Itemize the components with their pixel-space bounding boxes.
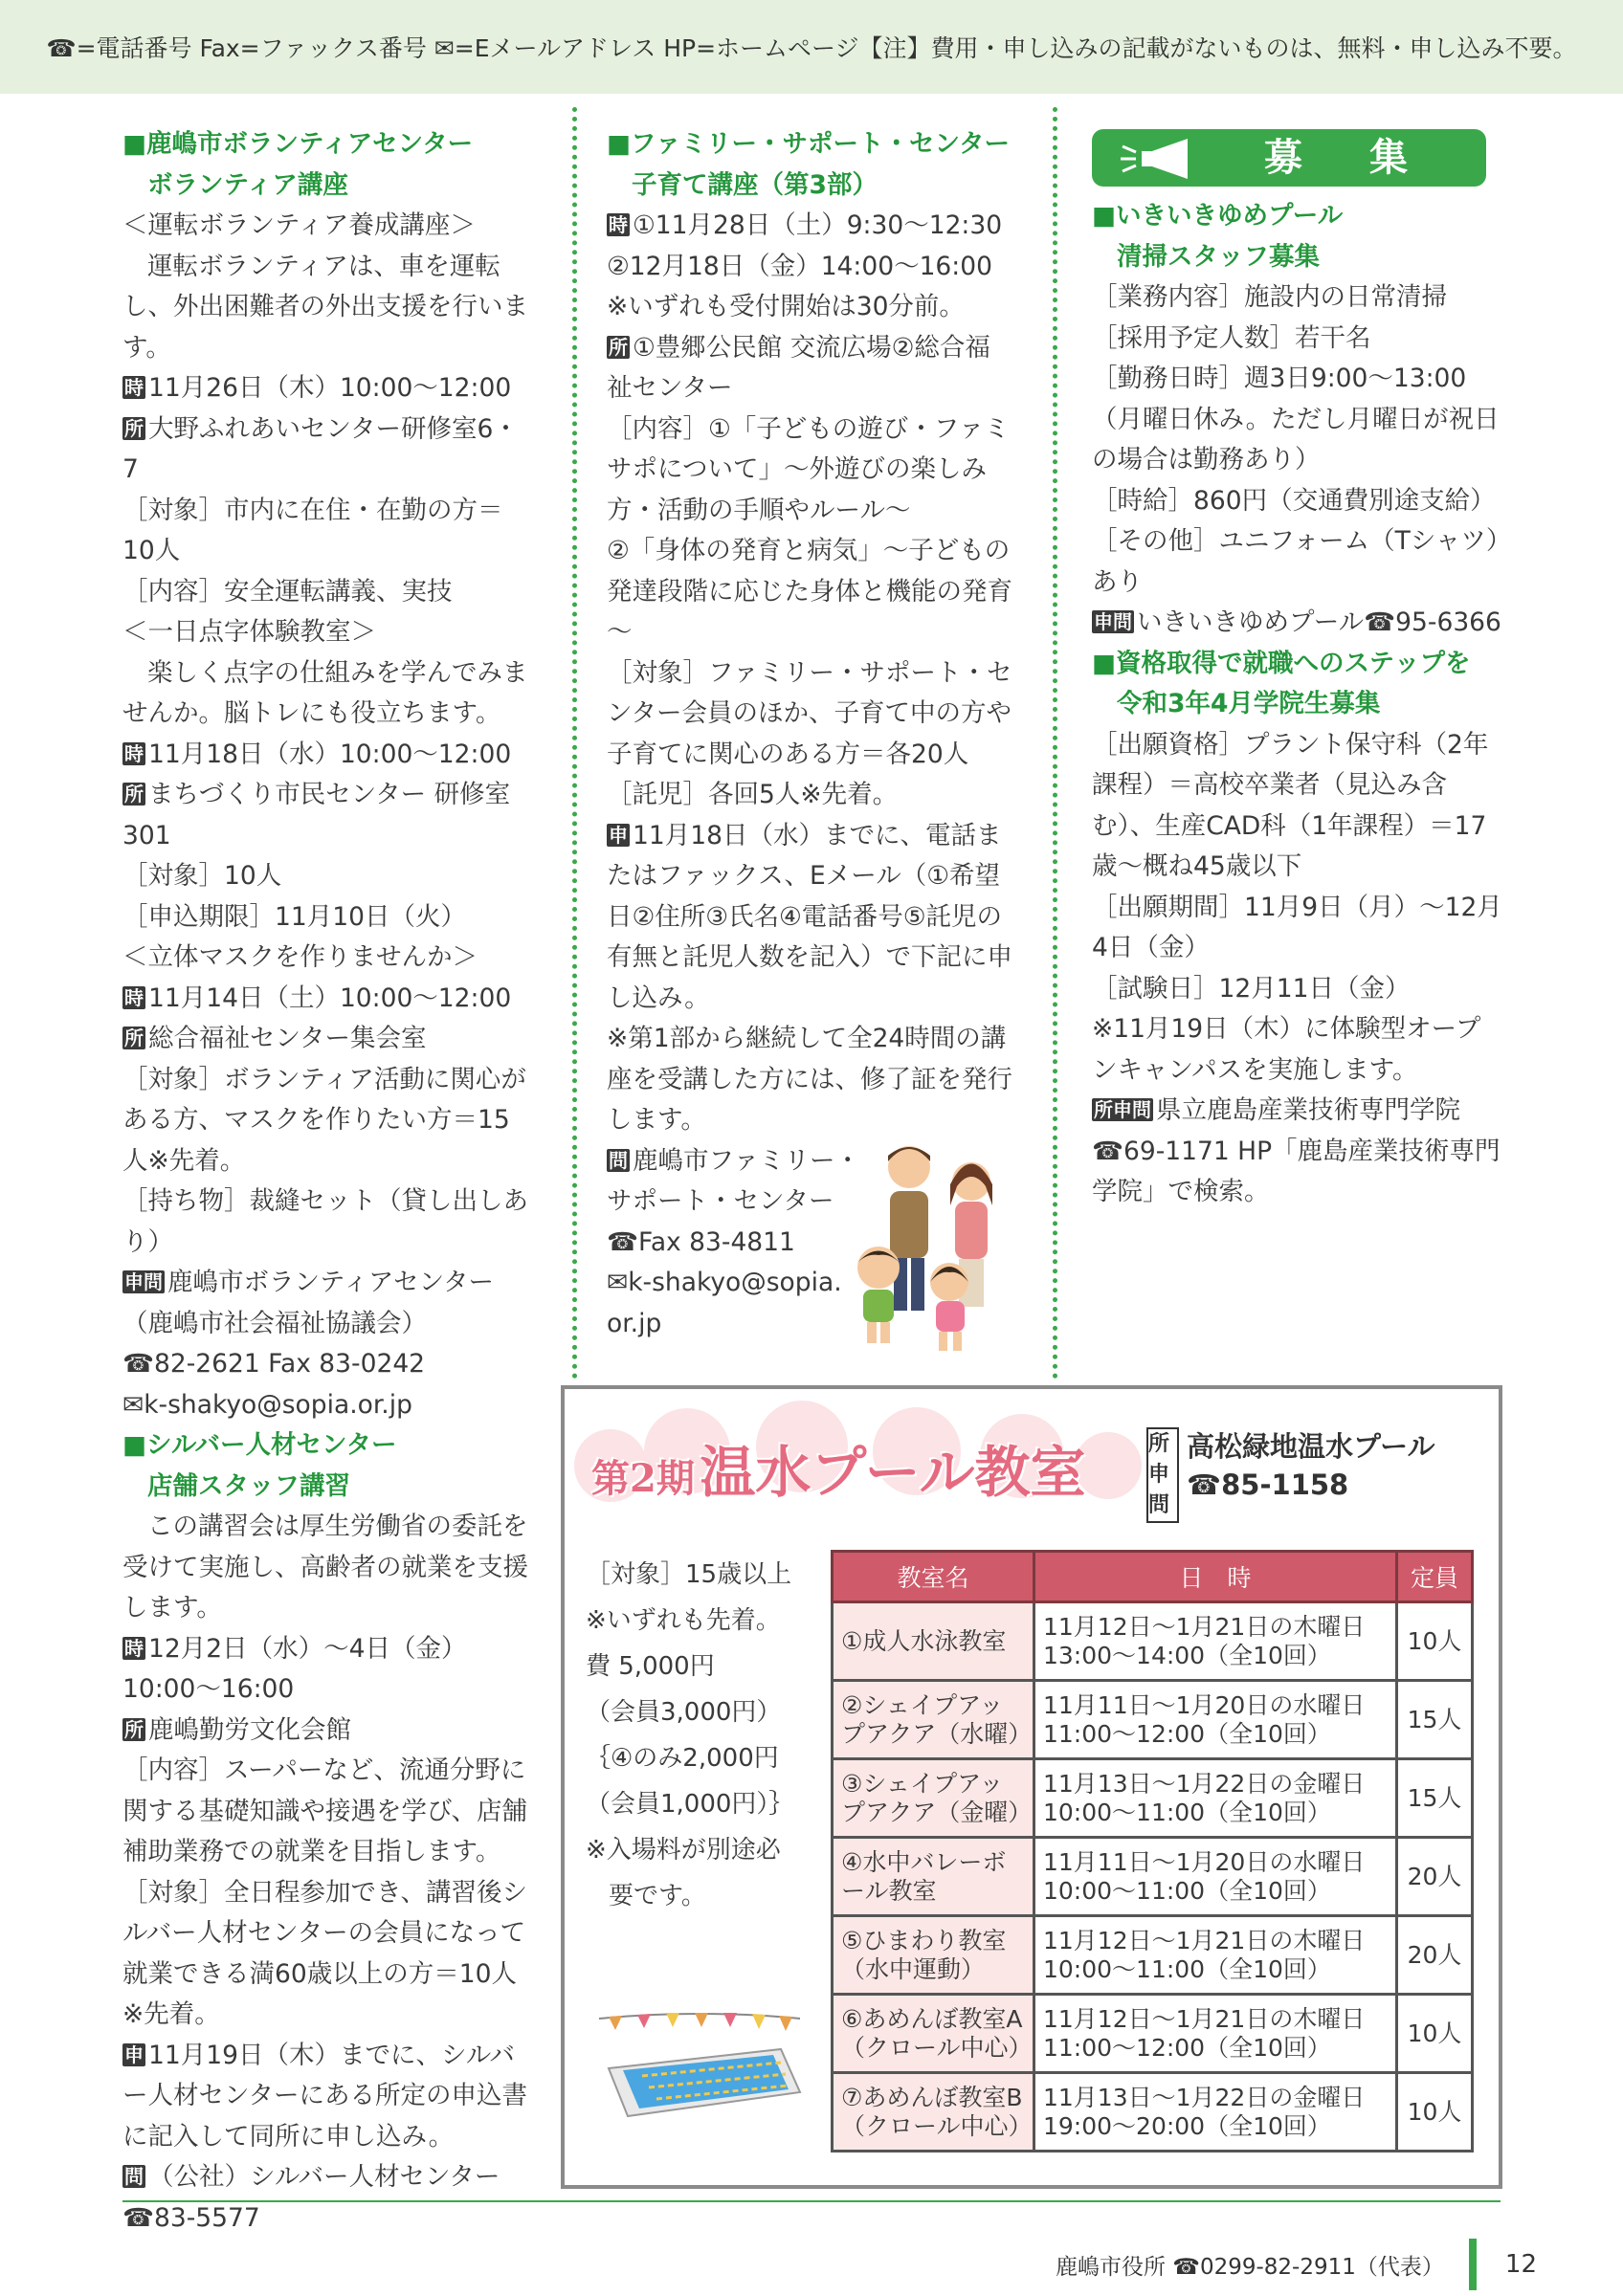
date-text: 12月2日（水）～4日（金）10:00～16:00	[122, 1633, 467, 1704]
date-text: 11月18日（水）10:00～12:00	[148, 739, 512, 769]
contact-tel: ☎83-5577	[122, 2202, 260, 2233]
section-subheading: 令和3年4月学院生募集	[1117, 689, 1381, 718]
target-line: ［対象］市内に在住・在勤の方＝10人	[122, 495, 503, 565]
header-capacity: 定員	[1397, 1552, 1473, 1602]
capacity-cell: 15人	[1397, 1759, 1473, 1838]
megaphone-icon	[1121, 135, 1207, 183]
apply-text: 11月19日（木）までに、シルバー人材センターにある所定の申込書に記入して同所に申し込み。	[122, 2040, 527, 2152]
table-row	[833, 1838, 1473, 1916]
footer	[1056, 2239, 1537, 2290]
recruitment-title: 募集	[1264, 136, 1475, 180]
place-text: 総合福祉センター集会室	[148, 1024, 427, 1053]
date-text: 11月26日（木）10:00～12:00	[148, 373, 512, 403]
section-heading: ■ファミリー・サポート・センター	[607, 129, 1010, 159]
childcare-line: ［託児］各回5人※先着。	[607, 780, 899, 809]
place-text: ①豊郷公民館 交流広場②総合福祉センター	[607, 332, 990, 403]
footer-accent-bar	[1469, 2239, 1477, 2290]
place-mark-icon: 所	[124, 416, 144, 440]
pool-conditions	[586, 1552, 815, 1919]
place-line	[122, 775, 534, 856]
content-line: ［内容］スーパーなど、流通分野に関する基礎知識や接遇を学び、店舗補助業務での就業を目指します。	[122, 1755, 527, 1866]
contact-tel: ☎Fax 83-4811	[607, 1226, 795, 1257]
condition-line: 要です。	[609, 1882, 706, 1910]
capacity-cell: 10人	[1397, 1602, 1473, 1681]
section-heading: ■いきいきゆめプール	[1092, 201, 1344, 231]
pool-contact-name: 高松緑地温水プール	[1187, 1430, 1435, 1463]
apply-inquiry-mark-icon: 申問	[124, 1270, 163, 1293]
item-heading: ＜一日点字体験教室＞	[122, 617, 376, 647]
exam-line: ［試験日］12月11日（金）	[1092, 973, 1411, 1004]
work-line: ［業務内容］施設内の日常清掃	[1092, 282, 1447, 312]
date-text: 11月14日（土）10:00～12:00	[148, 982, 512, 1013]
datetime-cell: 11月11日～1月20日の水曜日 10:00～11:00（全10回）	[1034, 1838, 1397, 1916]
table-row	[833, 2073, 1473, 2152]
bring-line: ［持ち物］裁縫セット（貸し出しあり）	[122, 1186, 528, 1257]
family-illustration-icon	[842, 1138, 1034, 1358]
item-body: この講習会は厚生労働省の委託を受けて実施し、高齢者の就業を支援します。	[122, 1512, 528, 1623]
num-line: ［採用予定人数］若干名	[1092, 322, 1371, 353]
section-subheading: 清掃スタッフ募集	[1117, 241, 1320, 272]
contact-text: いきいきゆめプール☎95-6366	[1137, 607, 1501, 637]
header-class-name: 教室名	[833, 1552, 1034, 1602]
date-line	[122, 735, 534, 776]
place-mark-icon: 所	[609, 335, 628, 359]
wage-line: ［時給］860円（交通費別途支給）	[1092, 485, 1496, 516]
capacity-cell: 10人	[1397, 1995, 1473, 2073]
place-mark-icon: 所	[124, 1717, 144, 1741]
class-name-cell: ③シェイプアップアクア（金曜）	[833, 1759, 1034, 1838]
target-line: ［対象］10人	[122, 861, 282, 891]
condition-line: （会員1,000円）｝	[586, 1790, 794, 1819]
condition-line: ※いずれも先着。	[586, 1606, 781, 1635]
datetime-cell: 11月11日～1月20日の水曜日 11:00～12:00（全10回）	[1034, 1681, 1397, 1759]
class-name-cell: ⑥あめんぼ教室A（クロール中心）	[833, 1995, 1034, 2073]
date-line	[122, 1629, 534, 1711]
class-name-cell: ②シェイプアップアクア（水曜）	[833, 1681, 1034, 1759]
table-row	[833, 1916, 1473, 1995]
content-line: ［内容］①「子どもの遊び・ファミサポについて」～外遊びの楽しみ方・活動の手順やルール～	[607, 413, 1010, 525]
pool-class-box	[561, 1385, 1502, 2189]
capacity-cell: 20人	[1397, 1838, 1473, 1916]
place-mark-icon: 所	[124, 783, 144, 806]
content-line: ②「身体の発育と病気」～子どもの発達段階に応じた身体と機能の発育～	[607, 536, 1012, 647]
section-heading: ■鹿嶋市ボランティアセンター	[122, 129, 474, 159]
page-number: 12	[1504, 2250, 1537, 2279]
item-body: 楽しく点字の仕組みを学んでみませんか。脳トレにも役立ちます。	[122, 657, 528, 728]
date-line	[122, 979, 534, 1020]
pool-contact-marks: 所申問	[1146, 1427, 1179, 1523]
target-line: ［対象］全日程参加でき、講習後シルバー人材センターの会員になって就業できる満60歳以上の方＝10人※先着。	[122, 1877, 527, 2029]
condition-line: 費 5,000円	[586, 1652, 715, 1681]
inquiry-text: （公社）シルバー人材センター	[148, 2162, 500, 2192]
recruitment-banner	[1092, 129, 1486, 187]
date-line	[122, 368, 534, 409]
class-name-cell: ⑦あめんぼ教室B（クロール中心）	[833, 2073, 1034, 2152]
table-row	[833, 1681, 1473, 1759]
datetime-cell: 11月12日～1月21日の木曜日 13:00～14:00（全10回）	[1034, 1602, 1397, 1681]
capacity-cell: 15人	[1397, 1681, 1473, 1759]
time-mark-icon: 時	[609, 213, 628, 236]
inquiry-text: 鹿嶋市ファミリー・	[633, 1145, 860, 1176]
contact-mail: ✉k-shakyo@sopia.or.jp	[122, 1389, 412, 1420]
contact-tel: ☎69-1171 HP「鹿島産業技術専門学院」で検索。	[1092, 1136, 1501, 1206]
datetime-cell: 11月13日～1月22日の金曜日 19:00～20:00（全10回）	[1034, 2073, 1397, 2152]
item-body: 運転ボランティアは、車を運転し、外出困難者の外出支援を行います。	[122, 251, 528, 363]
place-text: まちづくり市民センター 研修室301	[122, 780, 511, 850]
datetime-cell: 11月12日～1月21日の木曜日 11:00～12:00（全10回）	[1034, 1995, 1397, 2073]
section-subheading: ボランティア講座	[147, 169, 348, 200]
qualification-line: ［出願資格］プラント保守科（2年課程）＝高校卒業者（見込み含む）、生産CAD科（1年課程）＝17歳～概ね45歳以下	[1092, 729, 1489, 881]
inquiry-line	[122, 2157, 534, 2198]
apply-mark-icon: 申	[124, 2042, 144, 2066]
pool-schedule-table	[831, 1550, 1474, 2152]
date-text: ①11月28日（土）9:30～12:30 ②12月18日（金）14:00～16:00 ※いずれも受付開始は30分前。	[607, 210, 1003, 321]
contact-line	[1092, 603, 1503, 644]
place-apply-inquiry-mark-icon: 所申問	[1094, 1098, 1151, 1121]
legend-text: ☎=電話番号 Fax=ファックス番号 ✉=Eメールアドレス HP=ホームページ【注】費用・申し込みの記載がないものは、無料・申し込み不要。	[46, 34, 1577, 62]
place-text: 鹿嶋勤労文化会館	[148, 1714, 351, 1745]
apply-text: 11月18日（水）までに、電話またはファックス、Eメール（①希望日②住所③氏名④電話番号⑤託児の有無と託児人数を記入）で下記に申し込み。	[607, 820, 1012, 1013]
target-line: ［対象］ボランティア活動に関心がある方、マスクを作りたい方＝15人※先着。	[122, 1064, 526, 1176]
hours-line: ［勤務日時］週3日9:00～13:00（月曜日休み。ただし月曜日が祝日の場合は勤務あり）	[1092, 364, 1500, 475]
time-mark-icon: 時	[124, 985, 144, 1009]
column-1	[122, 124, 534, 2239]
inquiry-mark-icon: 問	[609, 1148, 628, 1172]
contact-tel: ☎82-2621 Fax 83-0242	[122, 1349, 426, 1379]
header-datetime: 日 時	[1034, 1552, 1397, 1602]
apply-line	[607, 816, 1014, 1020]
time-mark-icon: 時	[124, 1636, 144, 1660]
apply-mark-icon: 申	[609, 823, 628, 847]
apply-inquiry-mark-icon: 申問	[1094, 610, 1132, 633]
place-line	[122, 1711, 534, 1752]
place-text: 大野ふれあいセンター研修室6・7	[122, 413, 519, 484]
target-line: ［対象］ファミリー・サポート・センター会員のほか、子育て中の方や子育てに関心のある方＝各20人	[607, 657, 1012, 769]
inquiry-mark-icon: 問	[124, 2165, 144, 2188]
table-header-row	[833, 1552, 1473, 1602]
condition-line: ｛④のみ2,000円	[586, 1744, 779, 1773]
pool-title	[591, 1427, 1086, 1508]
contact-name: 鹿嶋市ボランティアセンター（鹿嶋市社会福祉協議会）	[122, 1268, 495, 1338]
class-name-cell: ⑤ひまわり教室（水中運動）	[833, 1916, 1034, 1995]
date-line	[607, 206, 1014, 328]
contact-mail: ✉k-shakyo@sopia.	[607, 1268, 842, 1297]
note-line: ※11月19日（木）に体験型オープンキャンパスを実施します。	[1092, 1014, 1481, 1085]
place-line	[122, 1019, 534, 1060]
section-heading: ■資格取得で就職へのステップを	[1092, 648, 1471, 678]
pool-contact	[1148, 1427, 1435, 1517]
pool-illustration-icon	[589, 2001, 810, 2126]
datetime-cell: 11月12日～1月21日の木曜日 10:00～11:00（全10回）	[1034, 1916, 1397, 1995]
other-line: ［その他］ユニフォーム（Tシャツ）あり	[1092, 526, 1500, 597]
inquiry-line-2: サポート・センター	[607, 1186, 834, 1216]
item-heading: ＜立体マスクを作りませんか＞	[122, 942, 478, 972]
contact-name: 県立鹿島産業技術専門学院	[1156, 1095, 1460, 1125]
contact-mail-2: or.jp	[607, 1308, 662, 1338]
deadline-line: ［申込期限］11月10日（火）	[122, 901, 466, 932]
time-mark-icon: 時	[124, 376, 144, 399]
column-divider	[572, 107, 577, 1380]
time-mark-icon: 時	[124, 741, 144, 765]
apply-line	[122, 2036, 534, 2158]
class-name-cell: ①成人水泳教室	[833, 1602, 1034, 1681]
section-subheading: 店舗スタッフ講習	[147, 1470, 350, 1501]
contact-line	[1092, 1091, 1503, 1132]
condition-line: ※入場料が別途必	[586, 1836, 781, 1865]
section-heading: ■シルバー人材センター	[122, 1430, 397, 1460]
period-line: ［出願期間］11月9日（月）～12月4日（金）	[1092, 892, 1502, 962]
datetime-cell: 11月13日～1月22日の金曜日 10:00～11:00（全10回）	[1034, 1759, 1397, 1838]
legend-bar	[0, 0, 1623, 94]
note-line: ※第1部から継続して全24時間の講座を受講した方には、修了証を発行します。	[607, 1024, 1012, 1135]
condition-line: （会員3,000円）	[586, 1698, 782, 1727]
capacity-cell: 10人	[1397, 2073, 1473, 2152]
table-row	[833, 1759, 1473, 1838]
item-heading: ＜運転ボランティア養成講座＞	[122, 210, 476, 240]
footer-divider	[122, 2200, 1501, 2202]
pool-contact-tel: ☎85-1158	[1187, 1468, 1349, 1501]
capacity-cell: 20人	[1397, 1916, 1473, 1995]
contact-line	[122, 1263, 534, 1344]
place-mark-icon: 所	[124, 1027, 144, 1049]
column-divider	[1053, 107, 1057, 1380]
place-line	[122, 409, 534, 491]
table-row	[833, 1602, 1473, 1681]
pool-title-main: 温水プール教室	[700, 1440, 1086, 1505]
section-subheading: 子育て講座（第3部）	[632, 169, 878, 200]
pool-title-term: 第2期	[591, 1456, 695, 1501]
footer-office: 鹿嶋市役所 ☎0299-82-2911（代表）	[1056, 2254, 1444, 2280]
class-name-cell: ④水中バレーボール教室	[833, 1838, 1034, 1916]
column-3	[1092, 129, 1503, 1213]
table-row	[833, 1995, 1473, 2073]
content-line: ［内容］安全運転講義、実技	[122, 576, 453, 607]
place-line	[607, 328, 1014, 409]
condition-line: ［対象］15歳以上	[586, 1560, 792, 1589]
